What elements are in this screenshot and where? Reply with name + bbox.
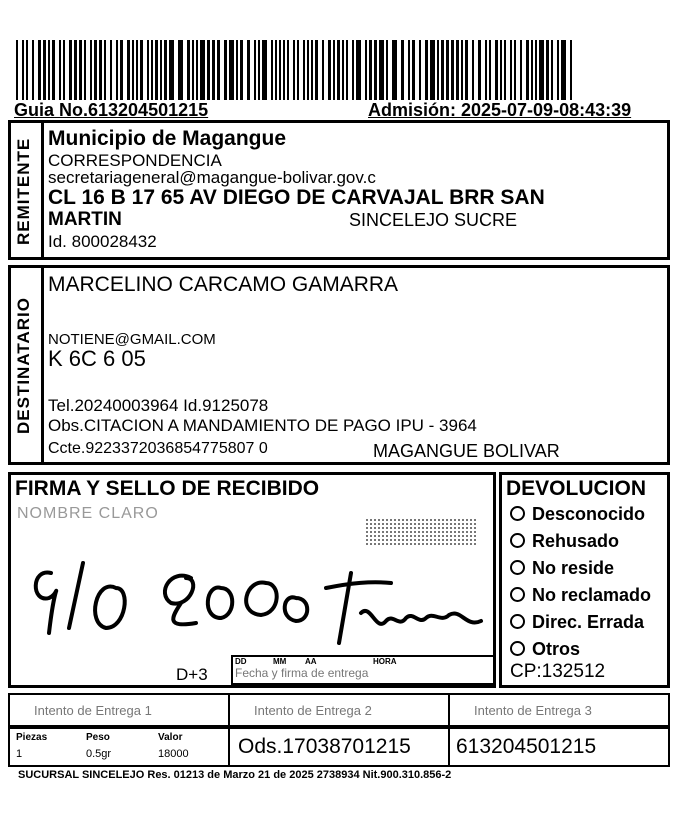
attempt-2: Intento de Entrega 2 <box>228 693 450 727</box>
radio-icon <box>510 506 525 521</box>
signature-section <box>8 472 496 688</box>
return-title: DEVOLUCION <box>506 477 647 500</box>
remitente-section <box>8 120 670 260</box>
option-desconocido[interactable]: Desconocido <box>510 504 645 525</box>
sender-dept: CORRESPONDENCIA <box>48 151 222 170</box>
radio-icon <box>510 533 525 548</box>
recipient-account: Ccte.9223372036854775807 0 <box>48 440 268 457</box>
return-section <box>499 472 670 688</box>
recipient-city: MAGANGUE BOLIVAR <box>373 441 560 461</box>
radio-icon <box>510 560 525 575</box>
ods-number: Ods.17038701215 <box>238 735 411 758</box>
date-fields: DD MM AA HORA Fecha y firma de entrega <box>231 655 495 685</box>
recipient-address: K 6C 6 05 <box>48 346 146 371</box>
recipient-observation: Obs.CITACION A MANDAMIENTO DE PAGO IPU - 3964 <box>48 416 477 435</box>
barcode <box>16 40 576 102</box>
footer-legal: SUCURSAL SINCELEJO Res. 01213 de Marzo 21 de 2025 2738934 Nit.900.310.856-2 <box>18 769 452 781</box>
sender-email: secretariageneral@magangue-bolivar.gov.c <box>48 168 376 187</box>
signature-title: FIRMA Y SELLO DE RECIBIDO <box>15 477 320 500</box>
option-otros[interactable]: Otros <box>510 639 580 660</box>
pieces-value: 18000 <box>158 748 189 760</box>
remitente-label: REMITENTE <box>14 137 33 245</box>
tracking-cell <box>448 727 670 767</box>
handwritten-signature <box>21 533 491 653</box>
ods-cell <box>228 727 450 767</box>
recipient-phone: Tel.20240003964 Id.9125078 <box>48 396 269 415</box>
tracking-number: 613204501215 <box>456 735 597 758</box>
option-no-reclamado[interactable]: No reclamado <box>510 585 651 606</box>
delivery-attempts-row <box>8 693 670 727</box>
option-direc-errada[interactable]: Direc. Errada <box>510 612 644 633</box>
attempt-3: Intento de Entrega 3 <box>448 693 670 727</box>
destinatario-section <box>8 265 670 465</box>
radio-icon <box>510 587 525 602</box>
sender-city: SINCELEJO SUCRE <box>349 210 518 230</box>
admission-date: Admisión: 2025-07-09-08:43:39 <box>368 100 632 120</box>
destinatario-label: DESTINATARIO <box>14 297 33 435</box>
recipient-name: MARCELINO CARCAMO GAMARRA <box>48 273 399 296</box>
pieces-count: 1 <box>16 748 23 760</box>
attempt-1: Intento de Entrega 1 <box>8 693 230 727</box>
recipient-email: NOTIENE@GMAIL.COM <box>48 331 216 348</box>
option-no-reside[interactable]: No reside <box>510 558 614 579</box>
sender-address-line2: MARTIN <box>48 209 122 230</box>
postal-code: CP:132512 <box>510 661 606 682</box>
sender-id: Id. 800028432 <box>48 232 157 251</box>
sender-address: CL 16 B 17 65 AV DIEGO DE CARVAJAL BRR SAN <box>48 186 545 209</box>
nombre-claro-label: NOMBRE CLARO <box>17 505 159 522</box>
delivery-days: D+3 <box>176 665 208 684</box>
pieces-cell: Piezas Peso Valor 1 0.5gr 18000 <box>8 727 230 767</box>
option-rehusado[interactable]: Rehusado <box>510 531 619 552</box>
guia-number: Guia No.613204501215 <box>14 100 209 120</box>
radio-icon <box>510 614 525 629</box>
pieces-weight: 0.5gr <box>86 748 112 760</box>
radio-icon <box>510 641 525 656</box>
sender-name: Municipio de Magangue <box>48 127 287 150</box>
date-caption: Fecha y firma de entrega <box>235 666 369 680</box>
